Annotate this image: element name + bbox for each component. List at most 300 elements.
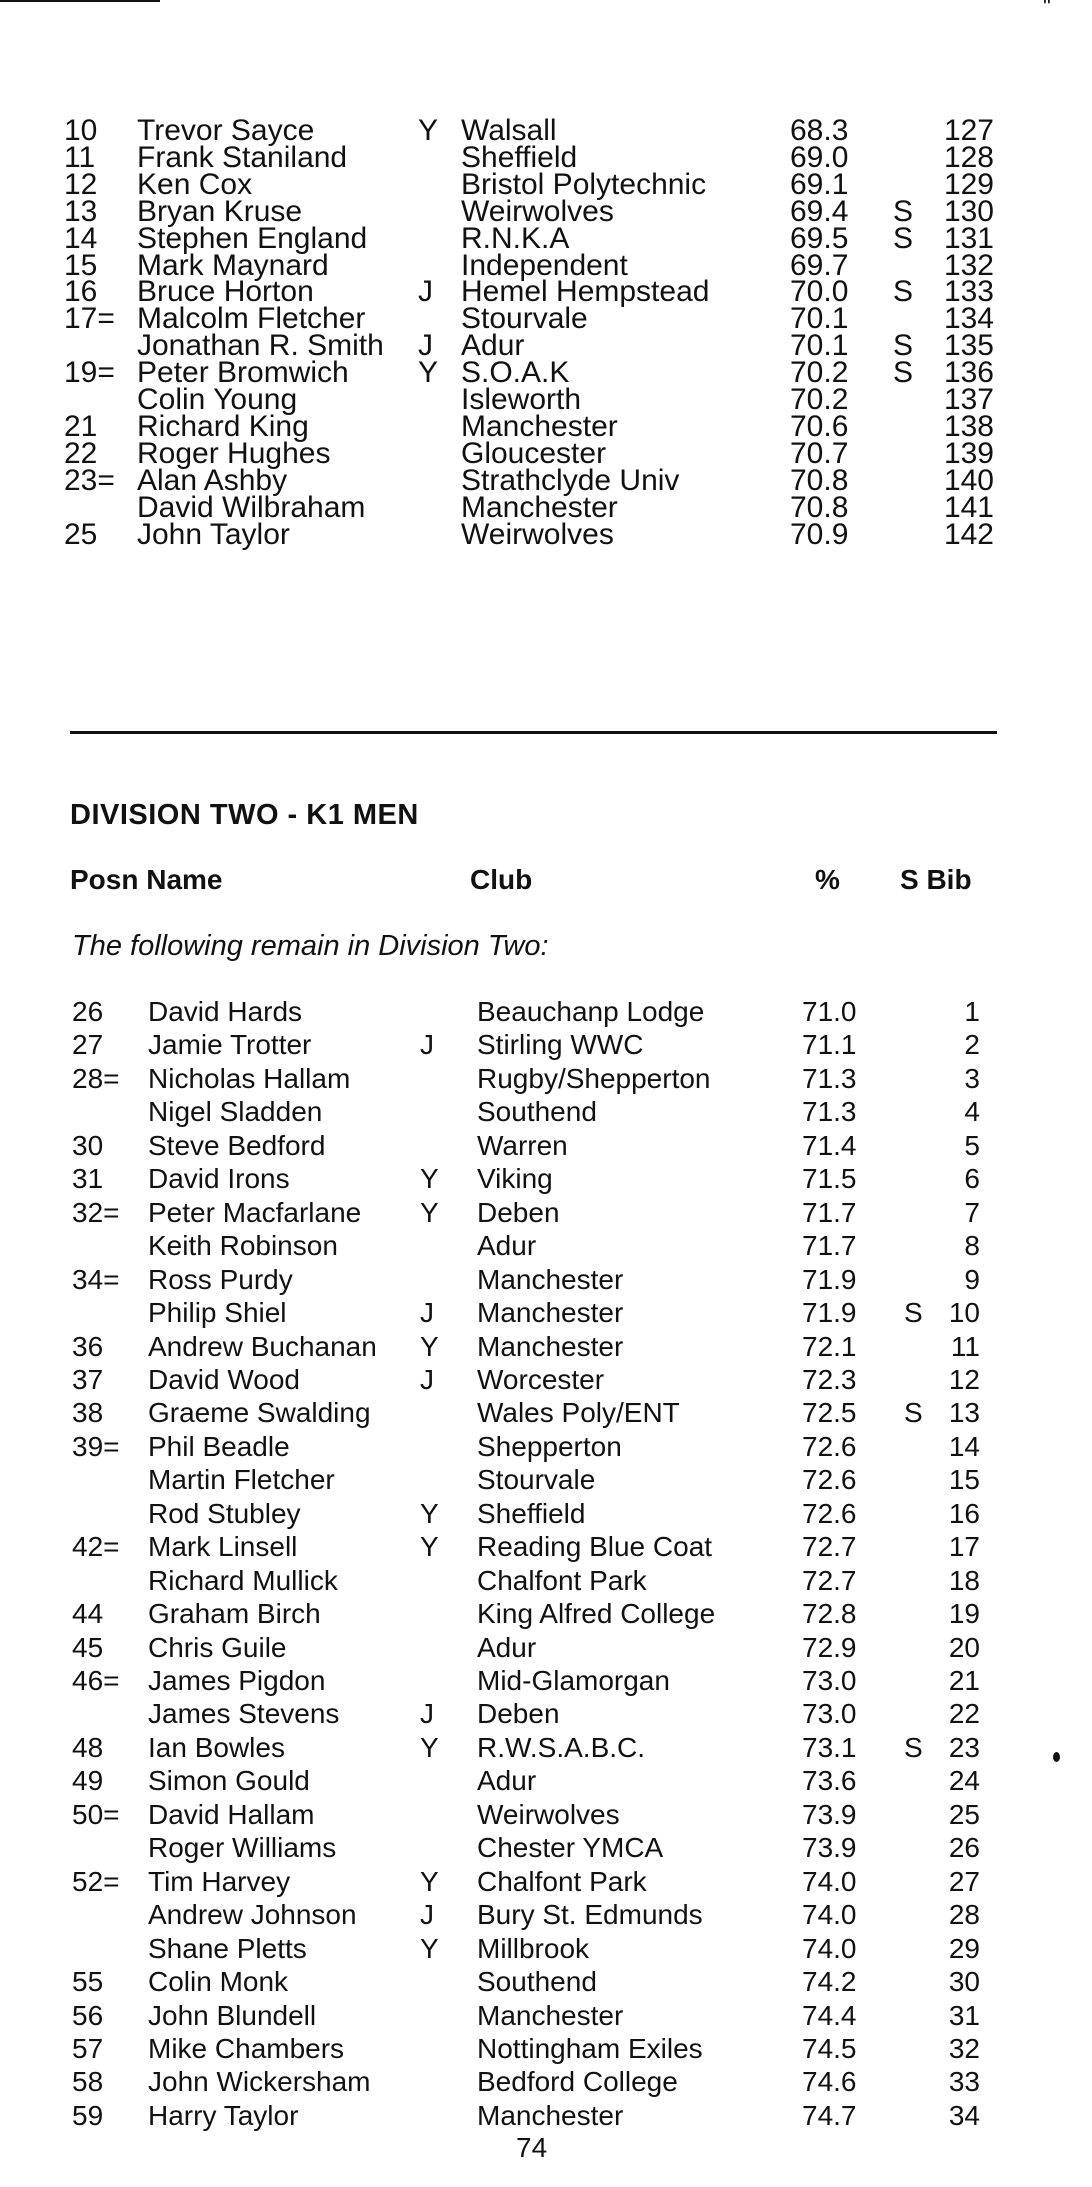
club-cell: Strathclyde Univ <box>461 463 680 497</box>
category-cell: Y <box>418 356 439 390</box>
table-row <box>0 2099 1092 2133</box>
bib-cell: 7 <box>964 1196 980 1228</box>
bib-cell: 140 <box>943 463 994 497</box>
percent-cell: 74.7 <box>802 2099 857 2131</box>
percent-cell: 70.1 <box>790 329 849 363</box>
table-row <box>0 1764 1092 1798</box>
table-row <box>0 1731 1092 1765</box>
category-cell: Y <box>420 1196 439 1228</box>
bib-cell: 34 <box>948 2099 980 2131</box>
table-row <box>0 1798 1092 1832</box>
club-cell: Manchester <box>477 1330 624 1362</box>
table-row <box>0 1363 1092 1397</box>
seeded-cell: S <box>893 221 914 255</box>
name-cell: James Stevens <box>148 1698 340 1730</box>
bib-cell: 15 <box>948 1464 980 1496</box>
header-s-bib: S Bib <box>900 864 972 895</box>
club-cell: Hemel Hempstead <box>461 275 710 309</box>
bib-cell: 135 <box>943 329 994 363</box>
table-row <box>0 1463 1092 1497</box>
position-cell: 56 <box>72 1999 104 2031</box>
position-cell: 13 <box>64 194 98 228</box>
club-cell: King Alfred College <box>477 1598 716 1630</box>
seeded-cell: S <box>893 275 914 309</box>
division-title: DIVISION TWO - K1 MEN <box>70 799 419 831</box>
percent-cell: 70.8 <box>790 463 849 497</box>
percent-cell: 73.9 <box>802 1798 857 1830</box>
percent-cell: 68.3 <box>790 114 849 147</box>
bib-cell: 12 <box>948 1363 980 1395</box>
position-cell: 31 <box>72 1163 104 1195</box>
club-cell: Chalfont Park <box>477 1564 647 1596</box>
percent-cell: 72.6 <box>802 1497 857 1529</box>
club-cell: Beauchanp Lodge <box>477 996 705 1027</box>
position-cell: 34= <box>72 1263 120 1295</box>
percent-cell: 70.6 <box>790 409 849 443</box>
position-cell: 39= <box>72 1430 120 1462</box>
position-cell: 11 <box>64 140 96 174</box>
percent-cell: 71.0 <box>802 996 857 1027</box>
category-cell: Y <box>420 1330 439 1362</box>
name-cell: Bryan Kruse <box>137 194 303 228</box>
category-cell: J <box>418 329 433 363</box>
position-cell: 58 <box>72 2066 104 2098</box>
bib-cell: 132 <box>943 248 994 282</box>
percent-cell: 71.4 <box>802 1129 857 1161</box>
position-cell: 38 <box>72 1397 104 1429</box>
name-cell: Shane Pletts <box>148 1932 307 1964</box>
bib-cell: 133 <box>943 275 994 309</box>
club-cell: Stourvale <box>477 1464 596 1496</box>
seeded-cell: S <box>904 1731 923 1763</box>
percent-cell: 72.1 <box>802 1330 857 1362</box>
club-cell: Chester YMCA <box>477 1832 664 1864</box>
percent-cell: 73.0 <box>802 1698 857 1730</box>
position-cell: 59 <box>72 2099 104 2131</box>
name-cell: Peter Bromwich <box>137 356 349 390</box>
position-cell: 25 <box>64 517 98 551</box>
percent-cell: 71.7 <box>802 1230 857 1262</box>
table-row <box>0 1497 1092 1531</box>
position-cell: 49 <box>72 1765 104 1797</box>
bib-cell: 11 <box>950 1330 980 1362</box>
club-cell: R.N.K.A <box>461 221 570 255</box>
name-cell: Malcolm Fletcher <box>137 302 366 336</box>
category-cell: Y <box>420 1932 439 1964</box>
table-row <box>0 1932 1092 1966</box>
category-cell: Y <box>420 1731 439 1763</box>
name-cell: Ian Bowles <box>148 1731 285 1763</box>
position-cell: 23= <box>64 463 115 497</box>
name-cell: Tim Harvey <box>148 1865 291 1897</box>
bib-cell: 31 <box>948 1999 980 2031</box>
bib-cell: 128 <box>943 140 994 174</box>
percent-cell: 71.3 <box>802 1096 857 1128</box>
club-cell: Manchester <box>477 2099 624 2131</box>
name-cell: Peter Macfarlane <box>148 1196 362 1228</box>
club-cell: Manchester <box>477 1999 624 2031</box>
bib-cell: 24 <box>948 1765 980 1797</box>
club-cell: Adur <box>461 329 525 363</box>
position-cell: 16 <box>64 275 98 309</box>
club-cell: Adur <box>477 1765 537 1797</box>
name-cell: John Wickersham <box>148 2066 371 2098</box>
corner-rule <box>0 0 160 2</box>
table-row <box>0 1898 1092 1932</box>
position-cell: 42= <box>72 1531 120 1563</box>
club-cell: Wales Poly/ENT <box>477 1397 680 1429</box>
percent-cell: 69.1 <box>790 167 849 201</box>
position-cell: 50= <box>72 1798 120 1830</box>
bib-cell: 6 <box>964 1163 980 1195</box>
category-cell: J <box>420 1297 434 1329</box>
club-cell: Sheffield <box>477 1497 586 1529</box>
name-cell: Roger Hughes <box>137 436 331 470</box>
club-cell: S.O.A.K <box>461 356 570 390</box>
table-row <box>0 1330 1092 1364</box>
club-cell: Manchester <box>461 490 618 524</box>
name-cell: Jonathan R. Smith <box>137 329 384 363</box>
name-cell: James Pigdon <box>148 1665 326 1696</box>
position-cell: 19= <box>64 356 115 390</box>
percent-cell: 70.2 <box>790 356 849 390</box>
scan-speck <box>1053 1752 1060 1762</box>
club-cell: Adur <box>477 1631 537 1663</box>
name-cell: Richard Mullick <box>148 1564 338 1596</box>
seeded-cell: S <box>893 356 914 390</box>
club-cell: Rugby/Shepperton <box>477 1062 711 1094</box>
percent-cell: 71.7 <box>802 1196 857 1228</box>
table-row <box>0 1564 1092 1598</box>
club-cell: Sheffield <box>461 140 578 174</box>
position-cell: 46= <box>72 1665 120 1696</box>
position-cell: 17= <box>64 302 115 336</box>
club-cell: Chalfont Park <box>477 1865 647 1897</box>
name-cell: Andrew Buchanan <box>148 1330 377 1362</box>
club-cell: Weirwolves <box>461 194 614 228</box>
table-row <box>0 1965 1092 1999</box>
percent-cell: 72.7 <box>802 1531 857 1563</box>
percent-cell: 69.4 <box>790 194 849 228</box>
table-row <box>0 1999 1092 2033</box>
club-cell: Weirwolves <box>461 517 614 551</box>
name-cell: Alan Ashby <box>137 463 288 497</box>
name-cell: Colin Young <box>137 383 298 416</box>
bib-cell: 19 <box>948 1598 980 1630</box>
bib-cell: 138 <box>943 409 994 443</box>
name-cell: John Taylor <box>137 517 290 551</box>
name-cell: Bruce Horton <box>137 275 314 309</box>
category-cell: Y <box>420 1497 439 1529</box>
percent-cell: 70.2 <box>790 383 849 416</box>
seeded-cell: S <box>904 1297 923 1329</box>
name-cell: Chris Guile <box>148 1631 287 1663</box>
corner-scan-mark: " <box>1043 0 1051 19</box>
category-cell: Y <box>420 1865 439 1897</box>
bib-cell: 25 <box>948 1798 980 1830</box>
percent-cell: 74.4 <box>802 1999 857 2031</box>
percent-cell: 72.6 <box>802 1430 857 1462</box>
percent-cell: 73.0 <box>802 1665 857 1696</box>
percent-cell: 70.1 <box>790 302 849 336</box>
name-cell: Colin Monk <box>148 1966 289 1998</box>
name-cell: Graeme Swalding <box>148 1397 371 1429</box>
table-row <box>0 2065 1092 2099</box>
percent-cell: 74.6 <box>802 2066 857 2098</box>
club-cell: Southend <box>477 1096 597 1128</box>
position-cell: 22 <box>64 436 98 470</box>
club-cell: Adur <box>477 1230 537 1262</box>
club-cell: Independent <box>461 248 628 282</box>
club-cell: Warren <box>477 1129 568 1161</box>
position-cell: 27 <box>72 1029 104 1061</box>
name-cell: Mark Maynard <box>137 248 329 282</box>
seeded-cell: S <box>904 1397 923 1429</box>
position-cell: 32= <box>72 1196 120 1228</box>
bib-cell: 131 <box>943 221 994 255</box>
percent-cell: 70.0 <box>790 275 849 309</box>
table-row <box>0 516 1092 553</box>
percent-cell: 70.7 <box>790 436 849 470</box>
position-cell: 44 <box>72 1598 104 1630</box>
bib-cell: 130 <box>943 194 994 228</box>
bib-cell: 129 <box>943 167 994 201</box>
position-cell: 12 <box>64 167 98 201</box>
remain-note: The following remain in Division Two: <box>72 930 549 962</box>
table-row <box>0 1095 1092 1129</box>
bib-cell: 29 <box>948 1932 980 1964</box>
bib-cell: 21 <box>948 1665 980 1696</box>
name-cell: Ross Purdy <box>148 1263 293 1295</box>
percent-cell: 74.2 <box>802 1966 857 1998</box>
bib-cell: 141 <box>943 490 994 524</box>
header-posn-name: Posn Name <box>70 864 223 895</box>
bib-cell: 136 <box>943 356 994 390</box>
category-cell: Y <box>418 114 439 147</box>
header-percent: % <box>815 864 840 895</box>
percent-cell: 71.5 <box>802 1163 857 1195</box>
club-cell: Shepperton <box>477 1430 622 1462</box>
table-row <box>0 1162 1092 1196</box>
bib-cell: 33 <box>948 2066 980 2098</box>
name-cell: David Wilbraham <box>137 490 366 524</box>
table-row <box>0 1062 1092 1096</box>
category-cell: J <box>420 1363 434 1395</box>
percent-cell: 71.1 <box>802 1029 857 1061</box>
name-cell: Graham Birch <box>148 1598 321 1630</box>
club-cell: Gloucester <box>461 436 607 470</box>
bib-cell: 134 <box>943 302 994 336</box>
club-cell: Reading Blue Coat <box>477 1531 713 1563</box>
name-cell: Jamie Trotter <box>148 1029 312 1061</box>
bib-cell: 1 <box>964 996 980 1027</box>
percent-cell: 71.9 <box>802 1263 857 1295</box>
bib-cell: 5 <box>964 1129 980 1161</box>
table-row <box>0 1530 1092 1564</box>
bib-cell: 4 <box>964 1096 980 1128</box>
bib-cell: 22 <box>948 1698 980 1730</box>
table-row <box>0 1430 1092 1464</box>
percent-cell: 73.9 <box>802 1832 857 1864</box>
position-cell: 28= <box>72 1062 120 1094</box>
percent-cell: 73.6 <box>802 1765 857 1797</box>
percent-cell: 69.5 <box>790 221 849 255</box>
table-row <box>0 1631 1092 1665</box>
club-cell: Deben <box>477 1196 560 1228</box>
club-cell: Stourvale <box>461 302 588 336</box>
name-cell: John Blundell <box>148 1999 317 2031</box>
name-cell: Mike Chambers <box>148 2032 345 2064</box>
name-cell: Martin Fletcher <box>148 1464 335 1496</box>
percent-cell: 72.9 <box>802 1631 857 1663</box>
table-row <box>0 2032 1092 2066</box>
club-cell: Millbrook <box>477 1932 590 1964</box>
club-cell: Walsall <box>461 114 557 147</box>
club-cell: Southend <box>477 1966 597 1998</box>
name-cell: David Wood <box>148 1363 301 1395</box>
percent-cell: 70.8 <box>790 490 849 524</box>
name-cell: Nicholas Hallam <box>148 1062 351 1094</box>
club-cell: Stirling WWC <box>477 1029 644 1061</box>
table-row <box>0 1196 1092 1230</box>
page-number: 74 <box>516 2132 548 2163</box>
bib-cell: 142 <box>943 517 994 551</box>
position-cell: 30 <box>72 1129 104 1161</box>
name-cell: Andrew Johnson <box>148 1899 357 1931</box>
percent-cell: 74.0 <box>802 1899 857 1931</box>
bib-cell: 3 <box>964 1062 980 1094</box>
position-cell: 10 <box>64 114 98 147</box>
bib-cell: 8 <box>964 1230 980 1262</box>
bib-cell: 127 <box>943 114 994 147</box>
category-cell: J <box>420 1698 434 1730</box>
percent-cell: 72.7 <box>802 1564 857 1596</box>
bib-cell: 20 <box>948 1631 980 1663</box>
category-cell: Y <box>420 1531 439 1563</box>
name-cell: Roger Williams <box>148 1832 337 1864</box>
bib-cell: 18 <box>948 1564 980 1596</box>
club-cell: Isleworth <box>461 383 582 416</box>
name-cell: Ken Cox <box>137 167 253 201</box>
percent-cell: 73.1 <box>802 1731 857 1763</box>
percent-cell: 72.5 <box>802 1397 857 1429</box>
name-cell: Stephen England <box>137 221 368 255</box>
name-cell: David Hards <box>148 996 303 1027</box>
club-cell: Deben <box>477 1698 560 1730</box>
table-row <box>0 1028 1092 1062</box>
name-cell: Frank Staniland <box>137 140 348 174</box>
bib-cell: 13 <box>948 1397 980 1429</box>
table-row <box>0 1865 1092 1899</box>
category-cell: J <box>420 1899 434 1931</box>
bib-cell: 10 <box>948 1297 980 1329</box>
bib-cell: 14 <box>948 1430 980 1462</box>
percent-cell: 72.6 <box>802 1464 857 1496</box>
percent-cell: 72.8 <box>802 1598 857 1630</box>
category-cell: J <box>420 1029 434 1061</box>
bib-cell: 139 <box>943 436 994 470</box>
name-cell: Rod Stubley <box>148 1497 301 1529</box>
table-row <box>0 1263 1092 1297</box>
bib-cell: 32 <box>948 2032 980 2064</box>
bib-cell: 17 <box>948 1531 980 1563</box>
club-cell: Bristol Polytechnic <box>461 167 707 201</box>
bib-cell: 28 <box>948 1899 980 1931</box>
position-cell: 57 <box>72 2032 104 2064</box>
table-row <box>0 1597 1092 1631</box>
name-cell: Steve Bedford <box>148 1129 326 1161</box>
seeded-cell: S <box>893 329 914 363</box>
percent-cell: 69.7 <box>790 248 849 282</box>
seeded-cell: S <box>893 194 914 228</box>
position-cell: 52= <box>72 1865 120 1897</box>
category-cell: J <box>418 275 433 309</box>
name-cell: Simon Gould <box>148 1765 310 1797</box>
bib-cell: 30 <box>948 1966 980 1998</box>
header-club: Club <box>470 864 533 895</box>
percent-cell: 71.3 <box>802 1062 857 1094</box>
club-cell: Worcester <box>477 1363 605 1395</box>
name-cell: David Hallam <box>148 1798 315 1830</box>
club-cell: Weirwolves <box>477 1798 620 1830</box>
bib-cell: 137 <box>943 383 994 416</box>
table-row <box>0 1396 1092 1430</box>
bib-cell: 26 <box>948 1832 980 1864</box>
name-cell: Richard King <box>137 409 309 443</box>
percent-cell: 72.3 <box>802 1363 857 1395</box>
name-cell: Mark Linsell <box>148 1531 298 1563</box>
percent-cell: 74.0 <box>802 1932 857 1964</box>
club-cell: Manchester <box>477 1263 624 1295</box>
percent-cell: 74.5 <box>802 2032 857 2064</box>
table-row <box>0 1664 1092 1698</box>
position-cell: 45 <box>72 1631 104 1663</box>
club-cell: R.W.S.A.B.C. <box>477 1731 646 1763</box>
table-row <box>0 1296 1092 1330</box>
percent-cell: 69.0 <box>790 140 849 174</box>
table-row <box>0 995 1092 1029</box>
club-cell: Viking <box>477 1163 553 1195</box>
position-cell: 48 <box>72 1731 104 1763</box>
section-divider <box>70 731 997 734</box>
name-cell: Philip Shiel <box>148 1297 287 1329</box>
name-cell: Keith Robinson <box>148 1230 338 1262</box>
position-cell: 37 <box>72 1363 104 1395</box>
table-row <box>0 1129 1092 1163</box>
table-row <box>0 1831 1092 1865</box>
position-cell: 15 <box>64 248 98 282</box>
position-cell: 21 <box>64 409 98 443</box>
club-cell: Nottingham Exiles <box>477 2032 703 2064</box>
percent-cell: 70.9 <box>790 517 849 551</box>
table-row <box>0 1229 1092 1263</box>
name-cell: Harry Taylor <box>148 2099 299 2131</box>
name-cell: Phil Beadle <box>148 1430 290 1462</box>
club-cell: Mid-Glamorgan <box>477 1665 670 1696</box>
bib-cell: 9 <box>964 1263 980 1295</box>
name-cell: David Irons <box>148 1163 290 1195</box>
club-cell: Bury St. Edmunds <box>477 1899 703 1931</box>
position-cell: 14 <box>64 221 98 255</box>
percent-cell: 74.0 <box>802 1865 857 1897</box>
club-cell: Bedford College <box>477 2066 678 2098</box>
club-cell: Manchester <box>477 1297 624 1329</box>
bib-cell: 27 <box>948 1865 980 1897</box>
club-cell: Manchester <box>461 409 618 443</box>
name-cell: Trevor Sayce <box>137 114 315 147</box>
table-row <box>0 1697 1092 1731</box>
bib-cell: 16 <box>948 1497 980 1529</box>
